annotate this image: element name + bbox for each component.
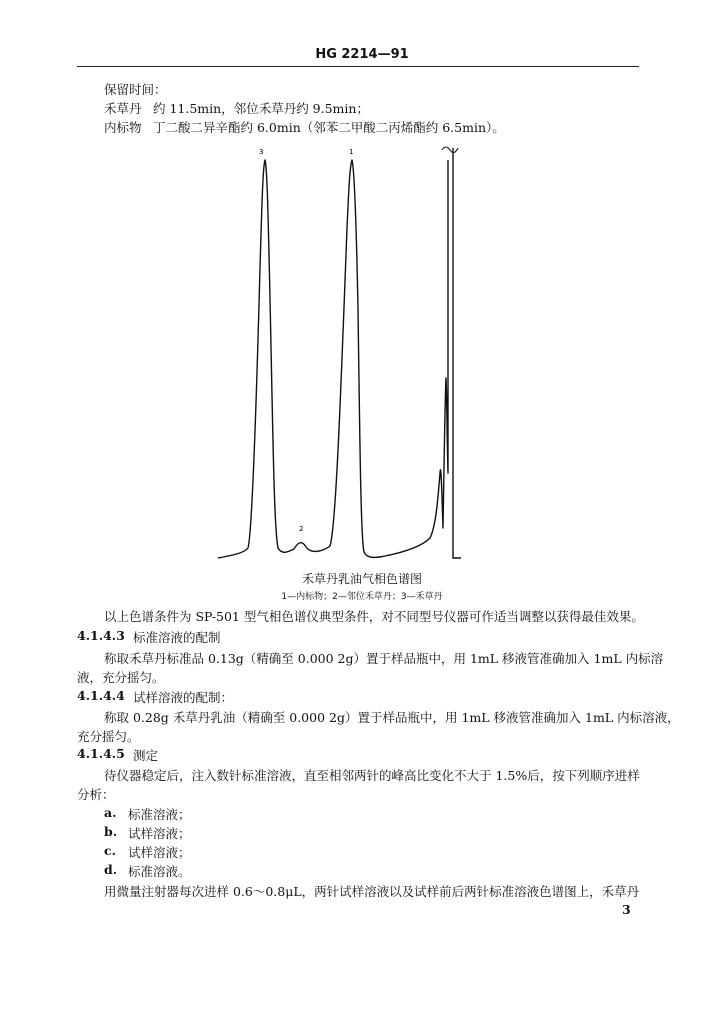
section-4144-title: 试样溶液的配制：	[133, 690, 234, 705]
chromatogram-figure	[210, 138, 470, 563]
retention-row2-label: 内标物	[104, 120, 142, 135]
page-header-code: HG 2214—91	[315, 47, 409, 62]
section-4143-number: 4.1.4.3	[77, 628, 125, 643]
list-item-d-mark: d.	[104, 862, 118, 877]
retention-row1-label: 禾草丹	[104, 101, 142, 116]
note-text: 以上色谱条件为 SP-501 型气相色谱仪典型条件，对不同型号仪器可作适当调整以获得最佳效果。	[104, 609, 644, 624]
retention-row2-value: 丁二酸二异辛酯约 6.0min（邻苯二甲酸二丙烯酯约 6.5min）。	[153, 120, 505, 135]
retention-title: 保留时间：	[104, 82, 167, 97]
header-rule	[77, 66, 639, 67]
list-item-a-text: 标准溶液；	[128, 807, 191, 822]
section-4145-title: 测定	[133, 748, 159, 763]
section-4143-line1: 称取禾草丹标准品 0.13g（精确至 0.000 2g）置于样品瓶中，用 1mL 移液管准确加入 1mL 内标溶	[104, 651, 664, 666]
list-item-c-text: 试样溶液；	[128, 845, 191, 860]
section-4145-line1: 待仪器稳定后，注入数针标准溶液，直至相邻两针的峰高比变化不大于 1.5%后，按下列顺序进样	[104, 768, 640, 783]
section-4145-line2: 分析：	[77, 787, 115, 802]
chromatogram-break-mark	[442, 147, 458, 153]
page-number: 3	[622, 902, 631, 917]
peak-label-2: 2	[299, 525, 304, 533]
list-item-b-text: 试样溶液；	[128, 826, 191, 841]
list-item-a-mark: a.	[104, 805, 117, 820]
section-4144-line2: 充分摇匀。	[77, 729, 140, 744]
list-item-c-mark: c.	[104, 843, 116, 858]
section-4143-line2: 液，充分摇匀。	[77, 670, 165, 685]
chromatogram-solvent-line	[453, 148, 461, 558]
peak-label-3: 3	[259, 148, 264, 156]
section-4144-line1: 称取 0.28g 禾草丹乳油（精确至 0.000 2g）置于样品瓶中，用 1mL 移液管准确加入 1mL 内标溶液，	[104, 710, 680, 725]
list-item-b-mark: b.	[104, 824, 118, 839]
section-4143-title: 标准溶液的配制	[133, 630, 221, 645]
peak-label-1: 1	[349, 148, 354, 156]
retention-row1-value: 约 11.5min，邻位禾草丹约 9.5min；	[153, 101, 369, 116]
section-4144-number: 4.1.4.4	[77, 688, 125, 703]
section-4145-last-line: 用微量注射器每次进样 0.6～0.8μL，两针试样溶液以及试样前后两针标准溶液色谱图上，禾草丹	[104, 884, 640, 899]
list-item-d-text: 标准溶液。	[128, 864, 191, 879]
section-4145-number: 4.1.4.5	[77, 746, 125, 761]
chromatogram-caption: 禾草丹乳油气相色谱图	[301, 572, 422, 586]
chromatogram-legend: 1—内标物；2—邻位禾草丹；3—禾草丹	[281, 592, 443, 602]
chromatogram-trace	[218, 160, 448, 558]
